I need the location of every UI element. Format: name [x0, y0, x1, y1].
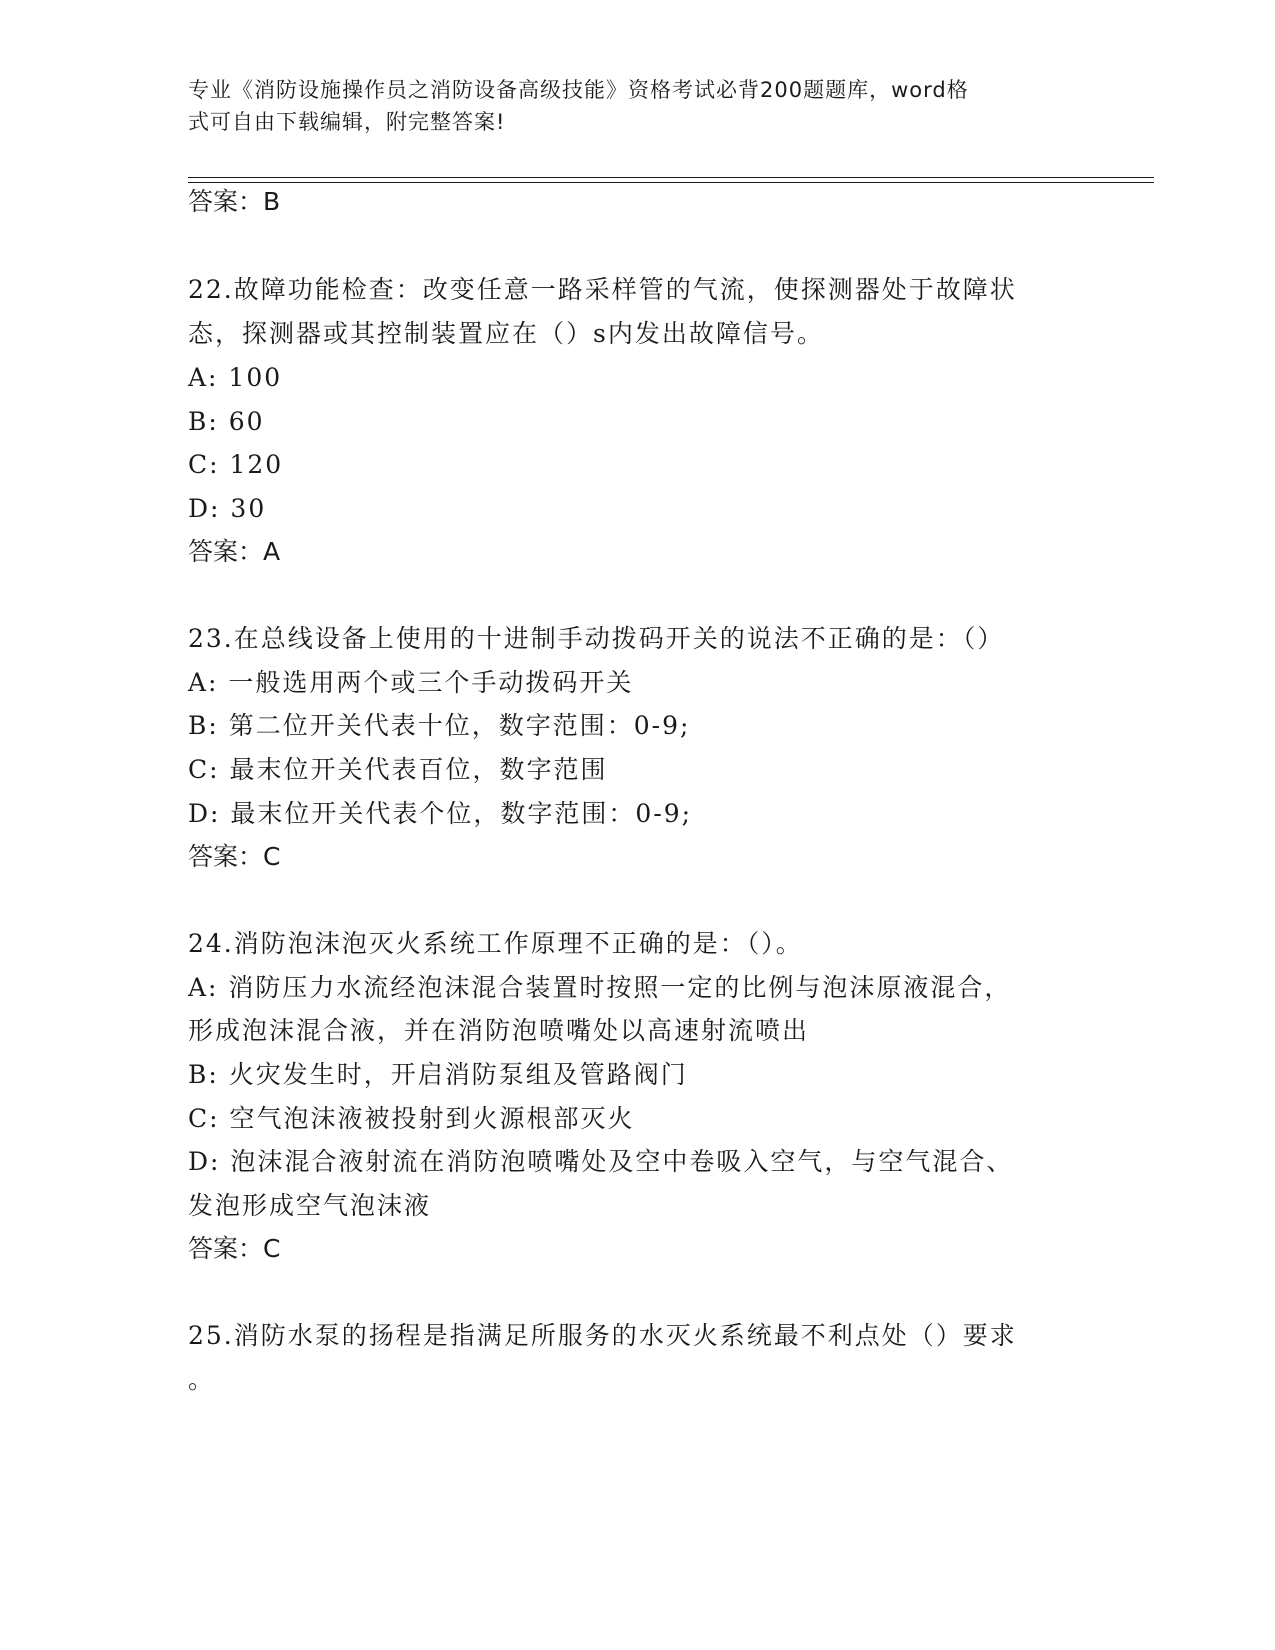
q25-stem-line-2: 。	[188, 1365, 216, 1394]
header-divider-bottom	[188, 182, 1154, 183]
q24-option-a-line-2: 形成泡沫混合液，并在消防泡喷嘴处以高速射流喷出	[188, 1016, 810, 1045]
q23-option-b: B: 第二位开关代表十位，数字范围：0-9;	[188, 711, 691, 740]
q22-stem-line-1: 22.故障功能检查：改变任意一路采样管的气流，使探测器处于故障状	[188, 275, 1017, 304]
q22-option-d: D: 30	[188, 494, 267, 523]
q24-option-d-line-1: D: 泡沫混合液射流在消防泡喷嘴处及空中卷吸入空气，与空气混合、	[188, 1147, 1014, 1176]
q23-stem-line-1: 23.在总线设备上使用的十进制手动拨码开关的说法不正确的是：（）	[188, 624, 1005, 653]
page-header	[188, 74, 1068, 138]
q24-option-a-line-1: A: 消防压力水流经泡沫混合装置时按照一定的比例与泡沫原液混合，	[188, 973, 1012, 1002]
q24-stem-line-1: 24.消防泡沫泡灭火系统工作原理不正确的是：（）。	[188, 929, 803, 958]
q24-option-b: B: 火灾发生时，开启消防泵组及管路阀门	[188, 1060, 688, 1089]
q25-stem-line-1: 25.消防水泵的扬程是指满足所服务的水灭火系统最不利点处（）要求	[188, 1321, 1017, 1350]
q23-answer: 答案：C	[188, 842, 281, 871]
q24-answer: 答案：C	[188, 1234, 281, 1263]
header-line-2: 式可自由下载编辑，附完整答案!	[188, 110, 506, 134]
q22-option-a: A: 100	[188, 363, 283, 392]
q22-stem-line-2: 态，探测器或其控制装置应在（）s内发出故障信号。	[188, 319, 824, 348]
q22-answer: 答案：A	[188, 537, 281, 566]
q22-option-c: C: 120	[188, 450, 284, 479]
q23-option-c: C: 最末位开关代表百位，数字范围	[188, 755, 608, 784]
q23-option-d: D: 最末位开关代表个位，数字范围：0-9;	[188, 799, 693, 828]
q21-answer: 答案：B	[188, 187, 281, 216]
header-line-1: 专业《消防设施操作员之消防设备高级技能》资格考试必背200题题库，word格	[188, 78, 969, 102]
q24-option-c: C: 空气泡沫液被投射到火源根部灭火	[188, 1104, 635, 1133]
q24-option-d-line-2: 发泡形成空气泡沫液	[188, 1191, 432, 1220]
q23-option-a: A: 一般选用两个或三个手动拨码开关	[188, 668, 634, 697]
q22-option-b: B: 60	[188, 407, 265, 436]
header-divider-top	[188, 177, 1154, 178]
